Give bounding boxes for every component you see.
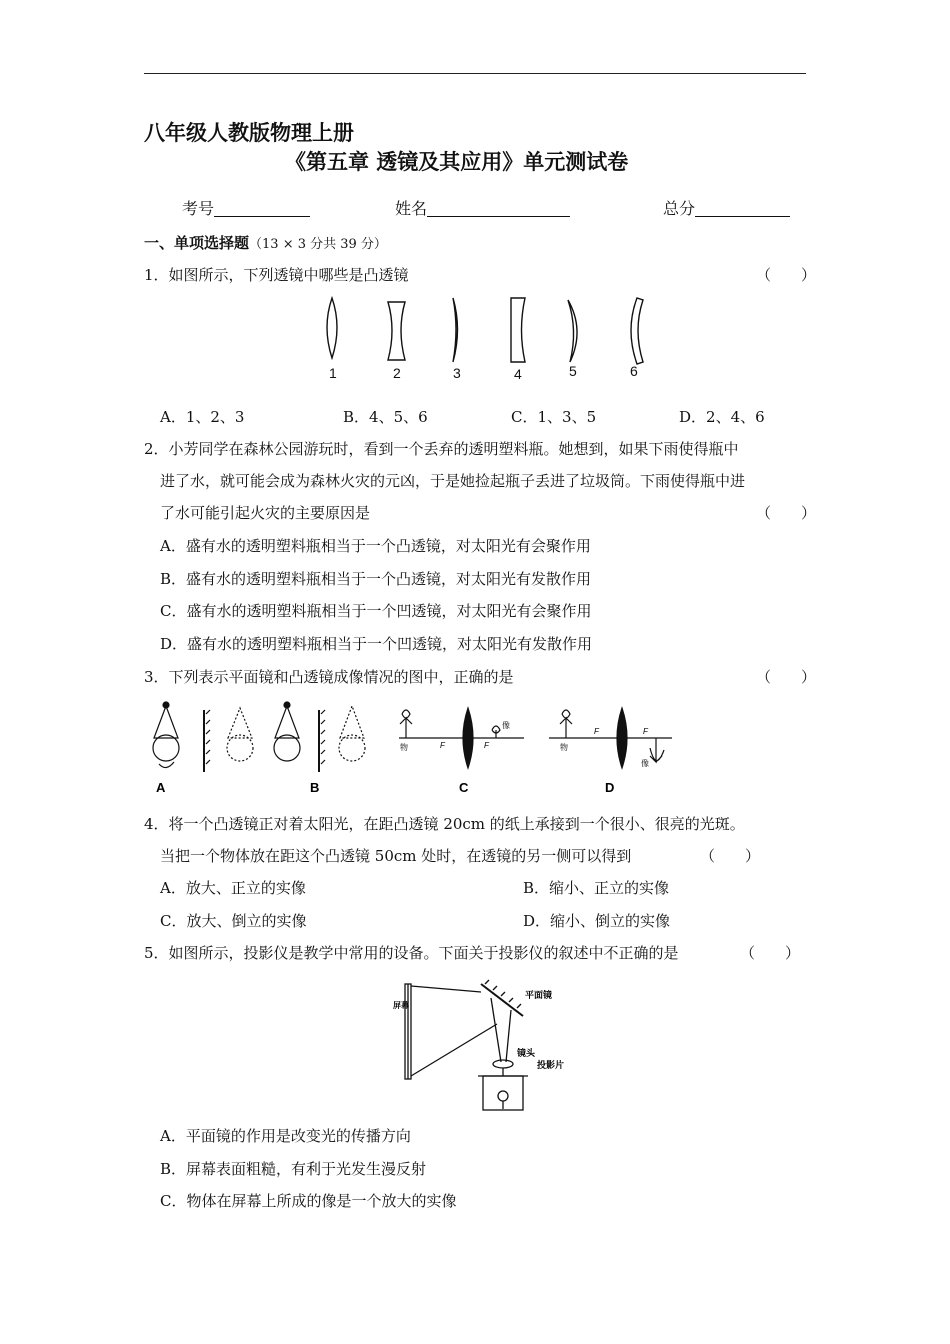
diagram-label: B [310,780,320,795]
convex-lens-diagram-d [549,708,672,768]
question-2-stem-line: 了水可能引起火灾的主要原因是 [160,504,371,522]
meniscus-convex-lens-icon [568,300,577,362]
question-2-answer-blank[interactable]: （ ） [756,504,817,522]
plane-mirror-shape [481,984,523,1016]
question-5-option-a[interactable]: A．平面镜的作用是改变光的传播方向 [160,1127,411,1145]
question-5-option-c[interactable]: C．物体在屏幕上所成的像是一个放大的实像 [160,1192,457,1210]
section-heading [144,232,387,253]
total-score-label: 总分 [663,199,696,218]
screen-label: 屏幕 [393,1001,409,1010]
question-5-answer-blank[interactable]: （ ） [740,944,801,962]
question-4-option-b[interactable]: B．缩小、正立的实像 [523,879,670,897]
biconcave-lens-icon [388,302,405,360]
question-2-option-c[interactable]: C．盛有水的透明塑料瓶相当于一个凹透镜，对太阳光有会聚作用 [160,602,592,620]
exam-number-field[interactable] [182,196,310,219]
question-4-stem-line: 4．将一个凸透镜正对着太阳光，在距凸透镜 20cm 的纸上承接到一个很小、很亮的光斑。 [144,815,745,833]
question-1-stem: 1．如图所示，下列透镜中哪些是凸透镜 [144,266,409,284]
lens-label: 6 [630,363,638,379]
question-3-answer-blank[interactable]: （ ） [756,668,817,686]
question-1-option-c[interactable]: C．1、3、5 [511,408,597,426]
total-score-blank[interactable] [695,200,790,217]
question-2-option-a[interactable]: A．盛有水的透明塑料瓶相当于一个凸透镜，对太阳光有会聚作用 [160,537,591,555]
question-5-stem: 5．如图所示，投影仪是教学中常用的设备。下面关于投影仪的叙述中不正确的是 [144,944,679,962]
question-4-option-c[interactable]: C．放大、倒立的实像 [160,912,307,930]
lens-shape [493,1060,513,1068]
question-1-option-b[interactable]: B．4、5、6 [343,408,428,426]
header-rule [144,73,806,74]
lens-label: 3 [453,365,461,381]
question-4-answer-blank[interactable]: （ ） [700,847,761,865]
meniscus-concave-lens-icon [631,298,643,364]
question-1-option-a[interactable]: A．1、2、3 [160,408,245,426]
plane-mirror-diagram-a [153,702,253,772]
lens-label: 4 [514,366,522,382]
lens-label: 2 [393,365,401,381]
name-field[interactable] [395,196,570,219]
exam-number-blank[interactable] [214,200,310,217]
question-5-option-b[interactable]: B．屏幕表面粗糙，有利于光发生漫反射 [160,1160,427,1178]
lens-label: 镜头 [517,1048,536,1058]
diagram-label: C [459,780,469,795]
diagram-label: A [156,780,166,795]
focus-label: F [440,741,445,750]
question-3-stem: 3．下列表示平面镜和凸透镜成像情况的图中，正确的是 [144,668,514,686]
exam-number-label: 考号 [182,199,215,218]
image-label: 像 [502,721,510,730]
title-line-2: 《第五章 透镜及其应用》单元测试卷 [285,150,629,174]
focus-label: F [643,727,648,736]
question-1-option-d[interactable]: D．2、4、6 [679,408,765,426]
question-2-option-d[interactable]: D．盛有水的透明塑料瓶相当于一个凹透镜，对太阳光有发散作用 [160,635,593,653]
object-label: 物 [560,743,568,752]
slide-label: 投影片 [537,1060,565,1070]
question-2-option-b[interactable]: B．盛有水的透明塑料瓶相当于一个凸透镜，对太阳光有发散作用 [160,570,592,588]
question-2-stem-line: 进了水，就可能会成为森林火灾的元凶，于是她捡起瓶子丢进了垃圾筒。下雨使得瓶中进 [160,472,746,490]
question-4-option-d[interactable]: D．缩小、倒立的实像 [523,912,671,930]
focus-label: F [594,727,599,736]
question-4-stem-line: 当把一个物体放在距这个凸透镜 50cm 处时，在透镜的另一侧可以得到 [160,847,632,865]
imaging-diagrams-figure [144,700,704,800]
diagram-label: D [605,780,615,795]
lens-label: 5 [569,363,577,379]
convex-lens-diagram-c [399,708,524,768]
total-score-field[interactable] [663,196,790,219]
name-label: 姓名 [395,199,428,218]
projector-figure [385,972,585,1117]
plane-mirror-diagram-b [274,702,365,772]
biconvex-lens-icon [327,298,337,358]
question-2-stem-line: 2．小芳同学在森林公园游玩时，看到一个丢弃的透明塑料瓶。她想到，如果下雨使得瓶中 [144,440,739,458]
image-label: 像 [641,759,649,768]
title-line-1: 八年级人教版物理上册 [144,121,354,145]
plano-concave-lens-icon [511,298,525,362]
mirror-label: 平面镜 [525,990,553,1000]
focus-label: F [484,741,489,750]
section-title: 一、单项选择题 [144,234,250,252]
object-label: 物 [400,743,408,752]
plano-convex-lens-icon [453,298,458,362]
question-4-option-a[interactable]: A．放大、正立的实像 [160,879,306,897]
section-note: （13 × 3 分共 39 分） [249,237,387,252]
lens-types-figure [310,292,660,392]
lens-label: 1 [329,365,337,381]
question-1-answer-blank[interactable]: （ ） [756,266,817,284]
name-blank[interactable] [427,200,570,217]
